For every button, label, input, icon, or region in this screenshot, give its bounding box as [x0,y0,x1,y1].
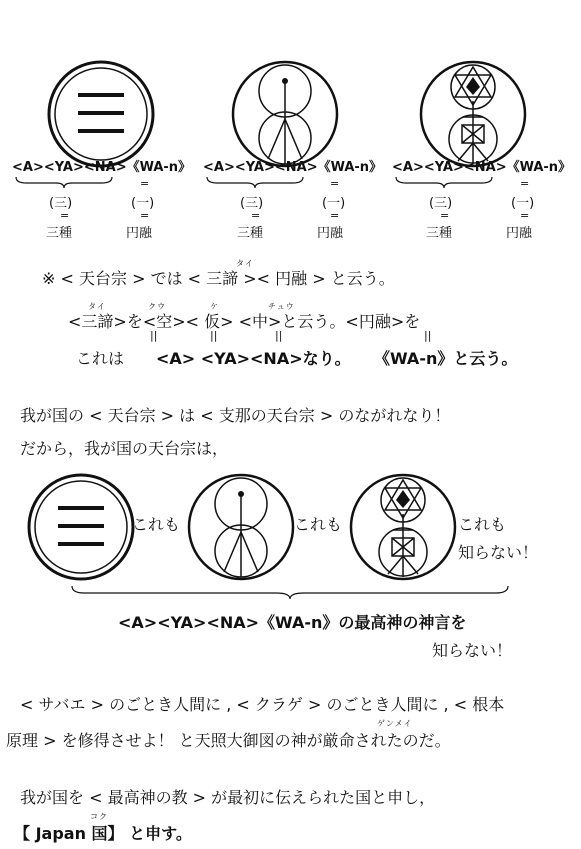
body2-line-1: < サバエ > のごとき人間に , < クラゲ > のごとき人間に , < 根本 [20,695,505,714]
eq-mark: = [330,209,340,222]
eq-mark: = [60,209,70,222]
group-label: <A><YA><NA>《WA-n》 [392,160,572,175]
caption-line-1: <A><YA><NA>《WA-n》の最高神の神言を [118,613,467,632]
kore-mo-label: これも [132,515,181,534]
note-line-2: <三諦>を<空>< 仮> <中>と云う。<円融>を [68,312,421,331]
eq-mark: = [520,177,530,190]
enyu-label: 円融 [126,226,153,241]
kore-mo-label: これも [458,515,507,534]
one-label: (一) [131,196,155,211]
one-label: (一) [511,196,535,211]
enyu-symbol-3 [186,472,296,582]
body2-line-2: 原理 > を修得させよ！ と天照大御図の神が厳命されたのだ。 [6,731,451,750]
wide-brace [70,584,510,600]
caption-line-2: 知らない！ [432,641,513,660]
eq-mark: = [330,177,340,190]
brace [205,175,305,189]
eq-mark: || [424,329,432,342]
three-label: (三) [49,196,73,211]
ruby-kuu: クウ [148,302,166,311]
eq-mark: = [251,209,261,222]
enyu-label: 円融 [317,226,344,241]
three-label: (三) [429,196,453,211]
enyu-symbol-4 [348,472,458,582]
eq-mark: = [140,209,150,222]
note-line-3-prefix: これは [76,349,125,368]
eq-mark: || [210,329,218,342]
group-label: <A><YA><NA>《WA-n》 [12,160,192,175]
group-label: <A><YA><NA>《WA-n》 [203,160,383,175]
brace [14,175,114,189]
kore-mo-label: これも [294,515,343,534]
eq-mark: = [140,177,150,190]
ruby-tai: タイ [88,302,106,311]
eq-mark: || [150,329,158,342]
body-line-1: 我が国の < 天台宗 > は < 支那の天台宗 > のながれなり！ [20,406,451,425]
body3-line-2: 【 Japan 国】 と申す。 [14,824,192,843]
body-line-2: だから，我が国の天台宗は， [20,439,229,458]
eq-mark: = [520,209,530,222]
ruby-ke: ケ [210,302,219,311]
ruby-koku: コク [90,812,108,821]
sanshu-label: 三種 [46,226,73,241]
sanshu-label: 三種 [426,226,453,241]
eq-mark: = [440,209,450,222]
enyu-label: 円融 [506,226,533,241]
one-label: (一) [322,196,346,211]
ruby-genmei: ゲンメイ [377,719,413,728]
ruby-chuu: チュウ [268,302,295,311]
brace [394,175,494,189]
three-label: (三) [240,196,264,211]
body3-line-1: 我が国を < 最高神の教 > が最初に伝えられた国と申し， [20,788,436,807]
shiranai-label: 知らない！ [458,543,539,562]
sanshu-symbol-2 [26,472,136,582]
sanshu-label: 三種 [237,226,264,241]
note-line-3-suffix: 《WA-n》と云う。 [374,349,518,368]
note-line-1: ※ < 天台宗 > では < 三諦 >< 円融 > と云う。 [42,269,395,288]
eq-mark: || [275,329,283,342]
note-line-3-mid: <A> <YA><NA>なり。 [156,349,351,368]
ruby-tai: タイ [236,259,254,268]
